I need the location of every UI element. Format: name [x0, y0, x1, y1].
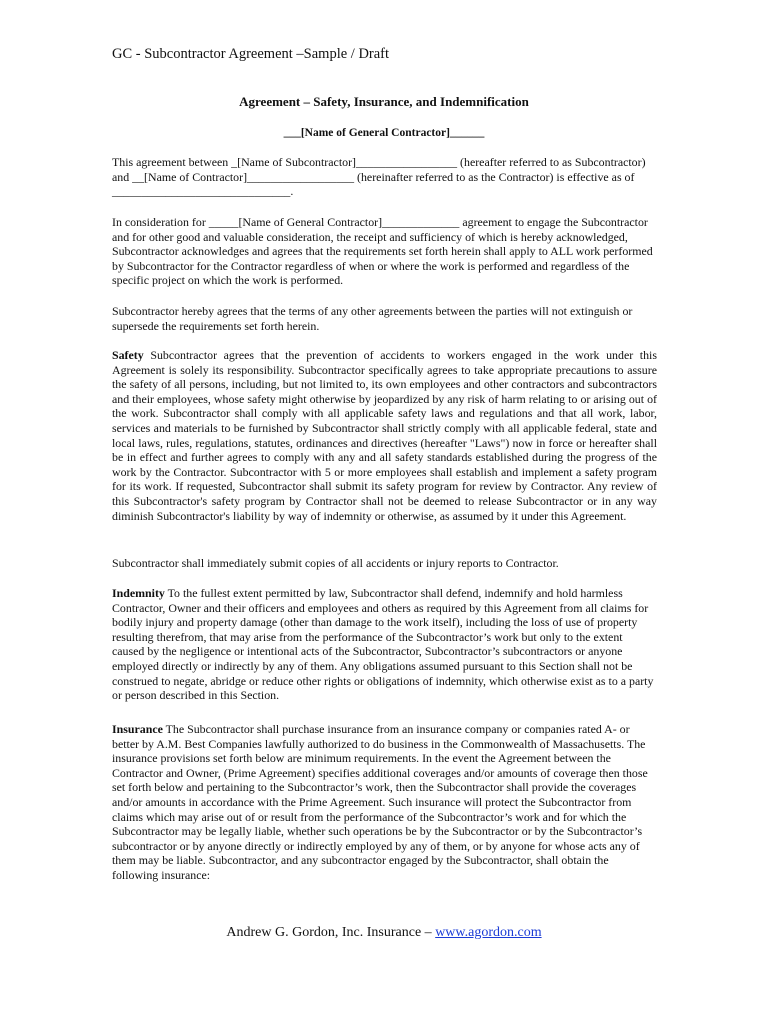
- safety-section: [112, 348, 657, 523]
- safety-heading: Safety: [112, 348, 144, 362]
- accident-reports-text: Subcontractor shall immediately submit copies of all accidents or injury reports to Contractor.: [112, 556, 559, 570]
- document-footer: [0, 924, 768, 942]
- indemnity-heading: Indemnity: [112, 586, 165, 600]
- other-agreements-text: Subcontractor hereby agrees that the terms of any other agreements between the parties will not extinguish or supersede the requirements set forth herein.: [112, 304, 633, 333]
- consideration-paragraph: [112, 215, 657, 288]
- intro-text: This agreement between _[Name of Subcontractor]_________________ (hereafter referred to as Subcontractor) and __[Name of Contractor]__________________ (hereinafter referred to as the Contractor) is effective as of ______________________________.: [112, 155, 646, 199]
- insurance-heading: Insurance: [112, 722, 163, 736]
- indemnity-section: [112, 586, 657, 703]
- document-header: GC - Subcontractor Agreement –Sample / Draft: [112, 46, 390, 62]
- safety-text: Subcontractor agrees that the prevention of accidents to workers engaged in the work under this Agreement is solely its responsibility. Subcontractor specifically agrees to take appropriate precautions to assure the safety of all persons, including, but not limited to, its own employees and other contractors and subcontractors and their employees, whose safety might otherwise by jeopardized by any risk of harm relating to or arising out of the work. Subcontractor shall comply with all applicable safety laws and regulations and that all work, labor, services and materials to be furnished by Subcontractor shall strictly comply with all applicable federal, state and local laws, rules, regulations, statutes, ordinances and directives (hereafter "Laws") now in force or hereafter shall be in effect and further agrees to comply with any and all safety standards established during the progress of the work by the Contractor. Subcontractor with 5 or more employees shall establish and implement a safety program for its work. If requested, Subcontractor shall submit its safety program for review by Contractor. Any review of this Subcontractor's safety program by Contractor shall not be deemed to release Subcontractor or in any way diminish Subcontractor's liability by way of indemnity or otherwise, as assumed by it under this Agreement.: [112, 348, 657, 523]
- accident-reports-paragraph: [112, 556, 657, 571]
- footer-text: Andrew G. Gordon, Inc. Insurance –: [226, 925, 436, 940]
- indemnity-text: To the fullest extent permitted by law, Subcontractor shall defend, indemnify and hold harmless Contractor, Owner and their officers and employees and others as required by this Agreement from all claims for bodily injury and property damage (other than damage to the work itself), including the loss of use of property resulting therefrom, that may arise from the performance of the Subcontractor’s work but only to the extent caused by the negligence or intentional acts of the Subcontractor, Subcontractor’s subcontractors or anyone employed directly or indirectly by any of them. Any obligations assumed pursuant to this Section shall not be construed to negate, abridge or reduce other rights or obligations of indemnity, which otherwise exist as to a party or person described in this Section.: [112, 586, 654, 703]
- insurance-section: [112, 722, 657, 883]
- insurance-text: The Subcontractor shall purchase insurance from an insurance company or companies rated A- or better by A.M. Best Companies lawfully authorized to do business in the Commonwealth of Massachusetts. The insurance provisions set forth below are minimum requirements. In the event the Agreement between the Contractor and Owner, (Prime Agreement) specifies additional coverages and/or amounts of coverage then those set forth below and pertaining to the Subcontractor’s work, then the Subcontractor shall provide the coverages and/or amounts in accordance with the Prime Agreement. Such insurance will protect the Subcontractor from claims which may arise out of or result from the performance of the Subcontractor’s work and for which the Subcontractor may be legally liable, whether such operations be by the Subcontractor or by the Subcontractor’s subcontractor or by anyone directly or indirectly employed by any of them, or by anyone for whose acts any of them may be liable. Subcontractor, and any subcontractor engaged by the Subcontractor, shall obtain the following insurance:: [112, 722, 648, 882]
- other-agreements-paragraph: [112, 304, 657, 333]
- intro-paragraph: [112, 155, 657, 199]
- footer-website-link[interactable]: www.agordon.com: [435, 925, 542, 940]
- consideration-text: In consideration for _____[Name of General Contractor]_____________ agreement to engage the Subcontractor and for other good and valuable consideration, the receipt and sufficiency of which is hereby acknowledged, Subcontractor acknowledges and agrees that the requirements set forth herein shall apply to ALL work performed by Subcontractor for the Contractor regardless of when or where the work is performed and regardless of the specific project on which the work is performed.: [112, 215, 653, 288]
- general-contractor-line: ___[Name of General Contractor]______: [283, 127, 485, 139]
- document-title: Agreement – Safety, Insurance, and Indemnification: [239, 94, 529, 109]
